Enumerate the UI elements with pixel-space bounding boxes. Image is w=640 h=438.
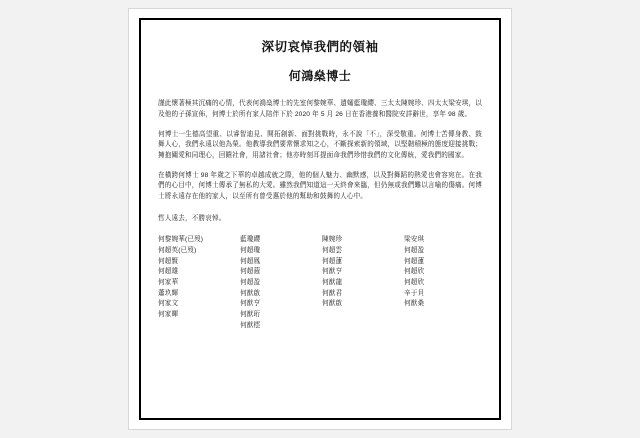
list-item: 何超雄 <box>158 268 179 276</box>
signatories-column-4 <box>404 235 482 331</box>
list-item: 何超賢 <box>158 257 179 265</box>
list-item: 藍瓊纓 <box>240 236 261 244</box>
list-item: 何超欣 <box>404 279 425 287</box>
signatories-column-1 <box>158 235 236 331</box>
list-item: 何超蓮 <box>404 257 425 265</box>
list-item: 何猷啟 <box>322 300 343 308</box>
list-item: 何超蓮 <box>322 257 343 265</box>
list-item: 何超雲 <box>322 247 343 255</box>
paragraph-1: 謹此懷著極其沉痛的心情，代表何鴻燊博士的先室何黎婉華、遺孀藍瓊纓、三太太陳婉珍、四太太梁安琪，以及他的子孫宣佈，何博士於所有家人陪伴下於 2020 年 5 月 26 日在香港養和醫院安詳辭世，享年 98 歲。 <box>158 100 482 119</box>
list-item: 何超鳳 <box>240 257 261 265</box>
list-item: 蕭玖輝 <box>158 289 179 297</box>
obituary-notice-body <box>139 18 501 420</box>
paragraph-2: 何博士一生德高望重、以睿智迪見、開拓創新、面對挑戰時，永不說「不」，深受敬重。何博士苦傳身教、鼓舞人心，我們永遠以他為榮。他教導我們要常懷求知之心，不斷探索新的領域，以堅韌積極的態度迎接挑戰；擁抱關愛和同理心，回饋社會，用諸社會；他亦時刻耳提面命我們珍惜我們的文化傳統，愛我們的國家。 <box>158 130 482 160</box>
list-item: 何超盈 <box>404 247 425 255</box>
paragraph-3: 在橫跨何博士 98 年歲之下華的卓越成就之際，他的個人魅力、幽默感，以及對舞蹈的熱愛也會容宛在。在我們的心目中，何博士傳承了無私的大愛。雖然我們知道這一天終會來臨，但仍無或我們難以言喻的傷痛。何博士將永遠存在他的家人，以至所有曾受惠於他的幫助和鼓舞的人心中。 <box>158 171 482 201</box>
list-item: 何猷亨 <box>240 300 261 308</box>
list-item: 何猷桑 <box>404 300 425 308</box>
list-item: 陳婉珍 <box>322 236 343 244</box>
page-title: 深切哀悼我們的領袖 <box>261 40 379 54</box>
list-item: 何猷亨 <box>322 268 343 276</box>
list-item: 何猷龍 <box>322 279 343 287</box>
list-item: 何猷君 <box>322 289 343 297</box>
list-item: 何猷橒 <box>240 321 261 329</box>
signatories-column-2 <box>240 235 318 331</box>
list-item: 何超蕸 <box>240 268 261 276</box>
closing-line: 哲人遠去，不勝哀悼。 <box>158 214 226 222</box>
list-item: 何家華 <box>158 279 179 287</box>
deceased-name: 何鴻燊博士 <box>288 69 352 83</box>
list-item: 何超瓊 <box>240 247 261 255</box>
list-item: 何超欣 <box>404 268 425 276</box>
list-item: 何家暉 <box>158 311 179 319</box>
list-item: 何猷珩 <box>240 311 261 319</box>
obituary-notice-card <box>128 8 512 430</box>
list-item: 梁安琪 <box>404 236 425 244</box>
list-item: 何家文 <box>158 300 179 308</box>
list-item: 何超盈 <box>240 279 261 287</box>
signatories-list <box>158 235 482 331</box>
list-item: 辛于貝 <box>404 289 425 297</box>
signatories-column-3 <box>322 235 400 331</box>
list-item: 何黎婉華(已歿) <box>158 236 204 244</box>
list-item: 何超英(已歿) <box>158 247 197 255</box>
list-item: 何猷啟 <box>240 289 261 297</box>
